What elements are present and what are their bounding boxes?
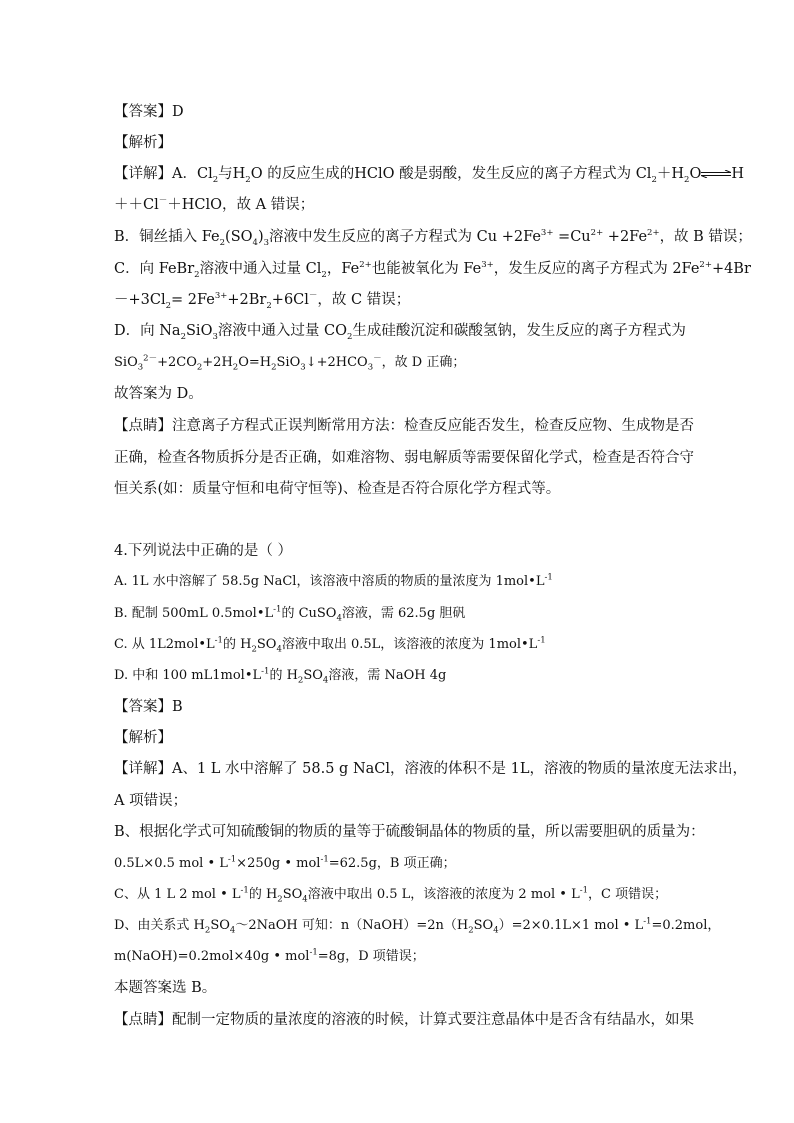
question-4-option-d: D. 中和 100 $mL1mol•L^{-1}$的 $H_2SO_4$溶液，需 NaOH 4g: [114, 666, 447, 686]
analysis-heading-3: 【解析】: [114, 135, 172, 151]
answer-line-4: 【答案】B: [114, 699, 183, 715]
equilibrium-arrow-icon: [701, 170, 731, 178]
answer-line-3: [114, 103, 184, 121]
answer-value: D: [172, 104, 184, 120]
option-c-line-3b: $-+3Cl_2= 2Fe^{3+}+2Br_2+6Cl^-$，故 C 错误；: [114, 291, 411, 311]
detail-line-4h: 本题答案选 B。: [114, 980, 217, 996]
option-d-line-3a: D．向 $Na_2SiO_3$溶液中通入过量 $CO_2$生成硅酸沉淀和碳酸氢钠，发生反应的离子方程式为: [114, 323, 686, 342]
comment-line-3c: 恒关系(如：质量守恒和电荷守恒等)、检查是否符合原化学方程式等。: [114, 481, 561, 497]
option-c-line-3a: C．向 FeBr$_2$溶液中通入过量 $Cl_2$，$Fe^{2+}$也能被氧化为 $Fe^{3+}$，发生反应的离子方程式为 $2Fe^{2+}+4Br$: [114, 260, 751, 280]
option-b-line-3: B．铜丝插入 $Fe_2(SO_4)_3$溶液中发生反应的离子方程式为 $Cu +2Fe^{3+} =Cu^{2+} +2Fe^{2+}$，故 B 错误；: [114, 228, 752, 248]
comment-line-4a: 【点睛】配制一定物质的量浓度的溶液的时候，计算式要注意晶体中是否含有结晶水，如果: [114, 1012, 694, 1028]
detail-line-4f: D、由关系式 $H_2SO_4\sim 2NaOH$ 可知：$n(NaOH)=2n(H_2SO_4)=2\times 0.1L\times 1$ mol • $L^{-1}=0.2mol$，: [114, 916, 721, 936]
detail-line-4c: B、根据化学式可知硫酸铜的物质的量等于硫酸铜晶体的物质的量，所以需要胆矾的质量为：: [114, 824, 705, 840]
detail-line-4b: A 项错误；: [114, 793, 188, 809]
analysis-heading-4: 【解析】: [114, 730, 172, 746]
question-4-option-c: C. 从 $1L2mol•L^{-1}$的 $H_2SO_4$溶液中取出 0.5L，该溶液的浓度为 $1mol•L^{-1}$: [114, 635, 546, 655]
detail-line-4a: 【详解】A、1 L 水中溶解了 58.5 g NaCl，溶液的体积不是 1L，溶液的物质的量浓度无法求出，: [114, 761, 747, 777]
option-d-line-3b: $SiO_3^{2-}+2CO_2+2H_2O=H_2SiO_3↓+2HCO_3^-$，故 D 正确；: [114, 353, 466, 373]
answer-label: 【答案】: [114, 104, 172, 120]
question-4-option-b: B. 配制 500mL $0.5mol•L^{-1}$的 CuSO$_4$溶液，需 62.5g 胆矾: [114, 604, 466, 624]
question-4-stem: 4.下列说法中正确的是（ ）: [114, 543, 292, 559]
detail-line-3a: 【详解】A．$Cl_2$与$H_2O$ 的反应生成的HClO 酸是弱酸，发生反应的离子方程式为 $Cl_2+H_2O$ H: [114, 166, 744, 185]
detail-line-4d: 0.5L×0.5 mol • $L^{-1}\times 250g$ • mol$^{-1}$=62.5g，B 项正确；: [114, 854, 456, 871]
detail-line-4g: m(NaOH)=0.2mol×40g • mol$^{-1}$=8g，D 项错误；: [114, 947, 425, 964]
detail-line-4e: C、从 1 L 2 mol • $L^{-1}$的 $H_2SO_4$溶液中取出 0.5 L，该溶液的浓度为 2 mol • $L^{-1}$，C 项错误；: [114, 885, 668, 905]
question-4-option-a: A. 1L 水中溶解了 58.5g NaCl，该溶液中溶质的物质的量浓度为 $1mol•L^{-1}$: [114, 572, 553, 589]
comment-line-3b: 正确，检查各物质拆分是否正确，如难溶物、弱电解质等需要保留化学式，检查是否符合守: [114, 450, 694, 466]
conclusion-3: 故答案为 D。: [114, 386, 203, 402]
detail-line-3b: ＋＋Cl－＋HClO，故 A 错误；: [114, 196, 315, 213]
comment-line-3a: 【点睛】注意离子方程式正误判断常用方法：检查反应能否发生，检查反应物、生成物是否: [114, 418, 694, 434]
